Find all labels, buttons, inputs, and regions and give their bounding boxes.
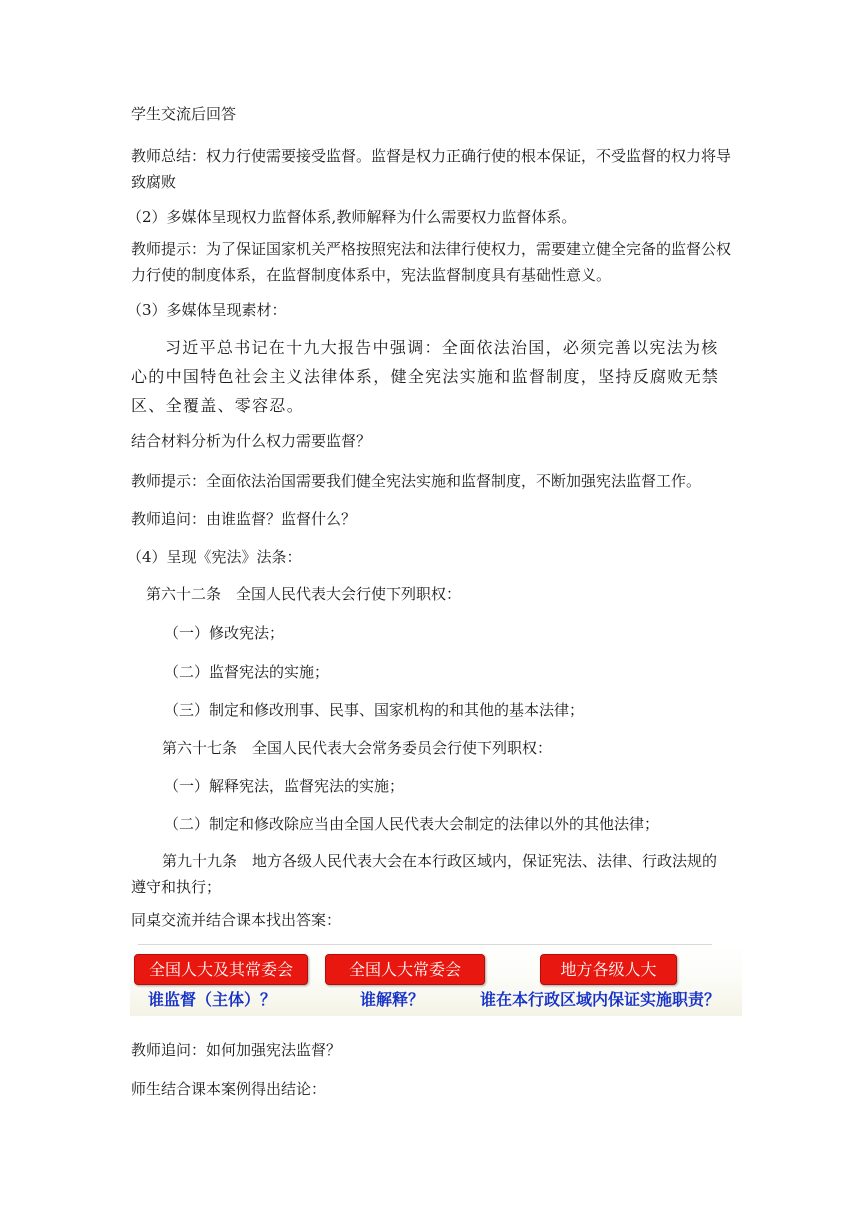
- quote-material: 习近平总书记在十九大报告中强调：全面依法治国，必须完善以宪法为核心的中国特色社会主义法律体系，健全宪法实施和监督制度，坚持反腐败无禁区、全覆盖、零容忍。: [131, 338, 720, 415]
- paragraph-teacher-followup-1: 教师追问：由谁监督？监督什么？: [131, 510, 357, 528]
- article-67-item-1: （一）解释宪法，监督宪法的实施；: [164, 777, 405, 795]
- paragraph-teacher-hint-1: 教师提示：为了保证国家机关严格按照宪法和法律行使权力，需要建立健全完备的监督公权力行使的制度体系，在监督制度体系中，宪法监督制度具有基础性意义。: [131, 240, 732, 284]
- article-62-title: 第六十二条 全国人民代表大会行使下列职权：: [146, 585, 462, 603]
- paragraph-step-2: （2）多媒体呈现权力监督体系,教师解释为什么需要权力监督体系。: [127, 208, 577, 226]
- paragraph-analysis-question: 结合材料分析为什么权力需要监督？: [131, 432, 372, 450]
- paragraph-step-3: （3）多媒体呈现素材：: [127, 301, 287, 319]
- question-who-interprets: 谁解释？: [360, 990, 425, 1009]
- paragraph-teacher-summary: 教师总结：权力行使需要接受监督。监督是权力正确行使的根本保证，不受监督的权力将导致腐败: [131, 147, 732, 191]
- paragraph-teacher-followup-2: 教师追问：如何加强宪法监督？: [131, 1041, 342, 1059]
- question-who-supervises: 谁监督（主体）？: [148, 990, 277, 1009]
- tag-npc-standing-committee: 全国人大常委会: [325, 954, 485, 985]
- article-67-item-2: （二）制定和修改除应当由全国人民代表大会制定的法律以外的其他法律；: [164, 815, 660, 833]
- banner-top-rule: [138, 944, 712, 945]
- tag-npc-and-standing-committee: 全国人大及其常委会: [134, 954, 308, 985]
- question-who-ensures-implementation: 谁在本行政区域内保证实施职责？: [480, 990, 721, 1009]
- paragraph-students-answer: 学生交流后回答: [131, 105, 237, 123]
- article-62-item-3: （三）制定和修改刑事、民事、国家机构的和其他的基本法律；: [164, 701, 585, 719]
- supervision-banner-image: [130, 944, 742, 1016]
- paragraph-deskmate-exchange: 同桌交流并结合课本找出答案：: [131, 911, 342, 929]
- article-99: 第九十九条 地方各级人民代表大会在本行政区域内，保证宪法、法律、行政法规的遵守和执行；: [131, 852, 718, 896]
- paragraph-conclusion: 师生结合课本案例得出结论：: [131, 1080, 327, 1098]
- article-62-item-2: （二）监督宪法的实施；: [164, 663, 330, 681]
- tag-local-people-congress: 地方各级人大: [540, 954, 677, 985]
- paragraph-step-4: （4）呈现《宪法》法条：: [127, 548, 302, 566]
- paragraph-teacher-hint-2: 教师提示：全面依法治国需要我们健全宪法实施和监督制度，不断加强宪法监督工作。: [131, 472, 702, 490]
- article-62-item-1: （一）修改宪法；: [164, 624, 285, 642]
- article-67-title: 第六十七条 全国人民代表大会常务委员会行使下列职权：: [162, 739, 553, 757]
